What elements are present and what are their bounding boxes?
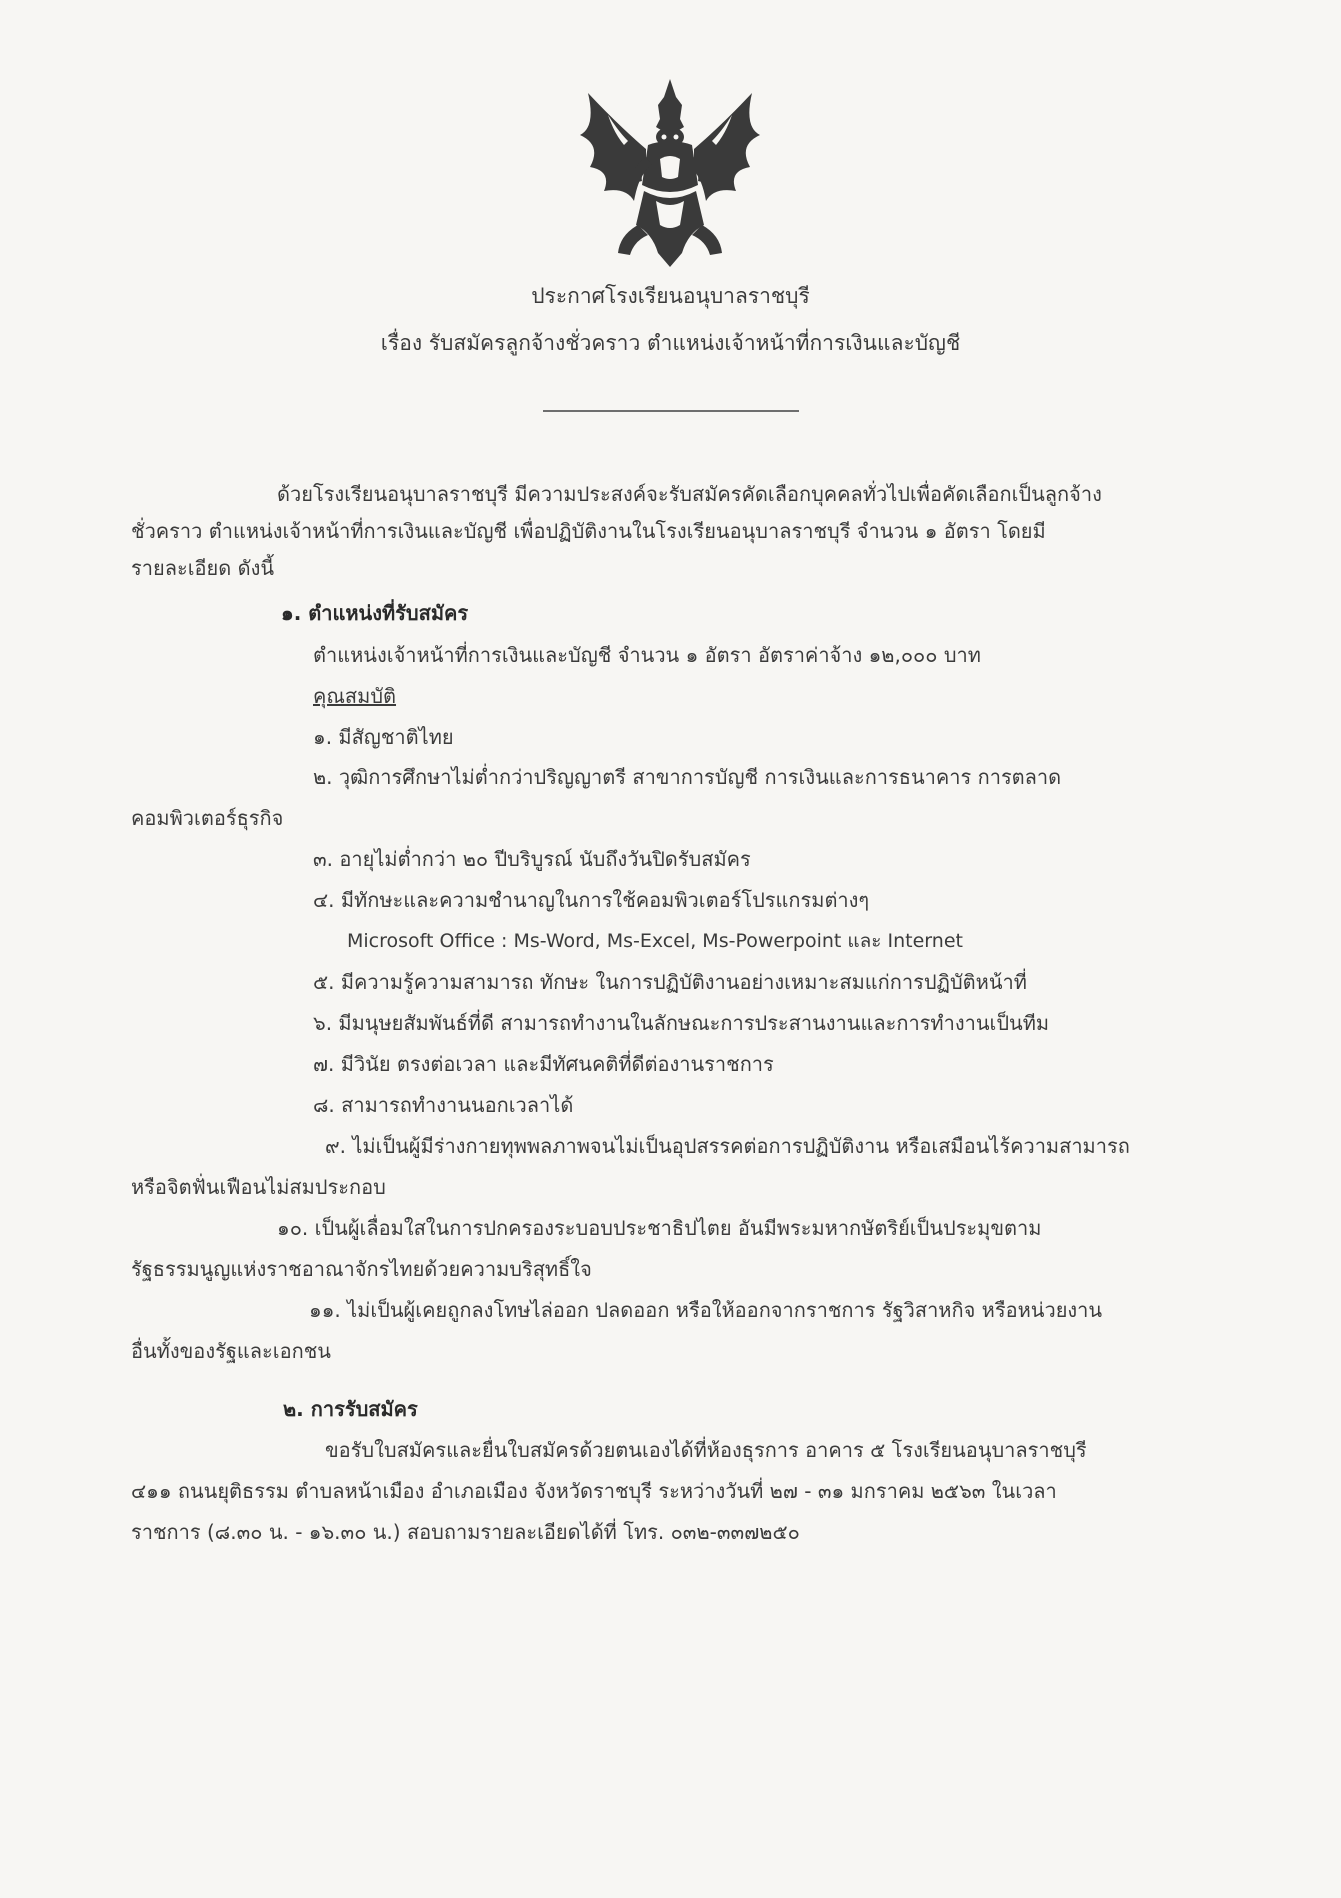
intro-line-1: ด้วยโรงเรียนอนุบาลราชบุรี มีความประสงค์จะรับสมัครคัดเลือกบุคคลทั่วไปเพื่อคัดเลือกเป็นลูกจ้าง bbox=[277, 482, 1102, 506]
qualification-4-software: Microsoft Office : Ms-Word, Ms-Excel, Ms-Powerpoint และ Internet bbox=[347, 930, 963, 952]
qualification-11: ๑๑. ไม่เป็นผู้เคยถูกลงโทษไล่ออก ปลดออก หรือให้ออกจากราชการ รัฐวิสาหกิจ หรือหน่วยงาน bbox=[309, 1298, 1103, 1322]
qualification-3: ๓. อายุไม่ต่ำกว่า ๒๐ ปีบริบูรณ์ นับถึงวันปิดรับสมัคร bbox=[313, 847, 751, 871]
qualification-10-cont: รัฐธรรมนูญแห่งราชอาณาจักรไทยด้วยความบริสุทธิ์ใจ bbox=[131, 1257, 592, 1281]
qualification-5: ๕. มีความรู้ความสามารถ ทักษะ ในการปฏิบัติงานอย่างเหมาะสมแก่การปฏิบัติหน้าที่ bbox=[313, 970, 1027, 994]
application-line-1: ขอรับใบสมัครและยื่นใบสมัครด้วยตนเองได้ที่ห้องธุรการ อาคาร ๕ โรงเรียนอนุบาลราชบุรี bbox=[325, 1438, 1087, 1462]
qualification-7: ๗. มีวินัย ตรงต่อเวลา และมีทัศนคติที่ดีต่องานราชการ bbox=[313, 1052, 774, 1076]
qualification-6: ๖. มีมนุษยสัมพันธ์ที่ดี สามารถทำงานในลักษณะการประสานงานและการทำงานเป็นทีม bbox=[313, 1011, 1050, 1035]
qualification-8: ๘. สามารถทำงานนอกเวลาได้ bbox=[313, 1093, 574, 1117]
qualification-9-cont: หรือจิตฟั่นเฟือนไม่สมประกอบ bbox=[131, 1175, 386, 1199]
qualification-4: ๔. มีทักษะและความชำนาญในการใช้คอมพิวเตอร์โปรแกรมต่างๆ bbox=[313, 888, 870, 912]
qualification-2-cont: คอมพิวเตอร์ธุรกิจ bbox=[131, 806, 284, 830]
qualification-10: ๑๐. เป็นผู้เลื่อมใสในการปกครองระบอบประชาธิปไตย อันมีพระมหากษัตริย์เป็นประมุขตาม bbox=[277, 1216, 1042, 1240]
title-divider bbox=[543, 410, 799, 412]
intro-line-2: ชั่วคราว ตำแหน่งเจ้าหน้าที่การเงินและบัญชี เพื่อปฏิบัติงานในโรงเรียนอนุบาลราชบุรี จำนวน ๑ อัตรา โดยมี bbox=[131, 519, 1046, 543]
qualification-1: ๑. มีสัญชาติไทย bbox=[313, 725, 454, 749]
application-line-2: ๔๑๑ ถนนยุติธรรม ตำบลหน้าเมือง อำเภอเมือง จังหวัดราชบุรี ระหว่างวันที่ ๒๗ - ๓๑ มกราคม ๒๕๖๓ ในเวลา bbox=[131, 1479, 1057, 1503]
position-detail: ตำแหน่งเจ้าหน้าที่การเงินและบัญชี จำนวน ๑ อัตรา อัตราค่าจ้าง ๑๒,๐๐๐ บาท bbox=[313, 643, 981, 667]
garuda-emblem-icon bbox=[568, 75, 773, 270]
section-2-heading: ๒. การรับสมัคร bbox=[283, 1397, 418, 1421]
section-1-heading: ๑. ตำแหน่งที่รับสมัคร bbox=[281, 601, 469, 625]
qualifications-heading: คุณสมบัติ bbox=[313, 684, 397, 708]
intro-line-3: รายละเอียด ดังนี้ bbox=[131, 556, 275, 580]
application-line-3: ราชการ (๘.๓๐ น. - ๑๖.๓๐ น.) สอบถามรายละเอียดได้ที่ โทร. ๐๓๒-๓๓๗๒๕๐ bbox=[131, 1520, 800, 1544]
qualification-2: ๒. วุฒิการศึกษาไม่ต่ำกว่าปริญญาตรี สาขาการบัญชี การเงินและการธนาคาร การตลาด bbox=[313, 765, 1062, 789]
qualification-9: ๙. ไม่เป็นผู้มีร่างกายทุพพลภาพจนไม่เป็นอุปสรรคต่อการปฏิบัติงาน หรือเสมือนไร้ความสามารถ bbox=[325, 1134, 1130, 1158]
announcement-title: ประกาศโรงเรียนอนุบาลราชบุรี bbox=[531, 284, 810, 308]
announcement-subject: เรื่อง รับสมัครลูกจ้างชั่วคราว ตำแหน่งเจ้าหน้าที่การเงินและบัญชี bbox=[380, 331, 961, 355]
qualification-11-cont: อื่นทั้งของรัฐและเอกชน bbox=[131, 1339, 331, 1363]
